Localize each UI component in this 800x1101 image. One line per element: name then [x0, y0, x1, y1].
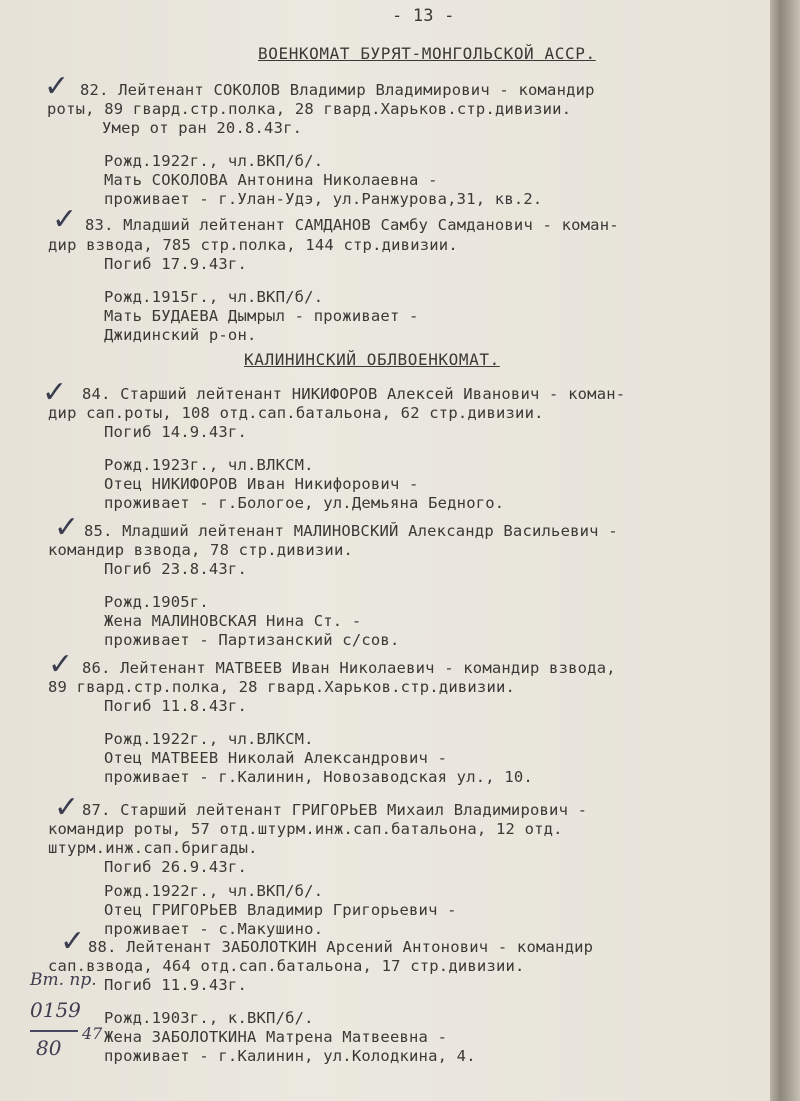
handwritten-note: Вт. пр.: [30, 970, 97, 990]
entry-line: Рожд.1922г., чл.ВКП/б/.: [104, 152, 324, 170]
check-mark: ✓: [42, 375, 68, 410]
handwritten-fraction-bar: [30, 1030, 78, 1032]
section-header: ВОЕНКОМАТ БУРЯТ-МОНГОЛЬСКОЙ АССР.: [258, 44, 596, 63]
entry-line: Погиб 23.8.43г.: [104, 560, 247, 578]
entry-line: Погиб 11.8.43г.: [104, 697, 247, 715]
entry-line: Джидинский р-он.: [104, 326, 257, 344]
entry-line: 83. Младший лейтенант САМДАНОВ Самбу Самданович - коман-: [85, 216, 619, 234]
entry-line: Мать БУДАЕВА Дымрыл - проживает -: [104, 307, 419, 325]
entry-line: дир сап.роты, 108 отд.сап.батальона, 62 стр.дивизии.: [48, 404, 544, 422]
check-mark: ✓: [54, 510, 80, 545]
entry-line: проживает - г.Калинин, Новозаводская ул., 10.: [104, 768, 533, 786]
entry-line: Погиб 14.9.43г.: [104, 423, 247, 441]
page-number: - 13 -: [392, 6, 455, 26]
entry-line: 87. Старший лейтенант ГРИГОРЬЕВ Михаил Владимирович -: [82, 801, 588, 819]
entry-line: командир роты, 57 отд.штурм.инж.сап.батальона, 12 отд.: [48, 820, 563, 838]
entry-line: проживает - г.Бологое, ул.Демьяна Бедного.: [104, 494, 505, 512]
entry-line: Жена ЗАБОЛОТКИНА Матрена Матвеевна -: [104, 1028, 448, 1046]
entry-line: Умер от ран 20.8.43г.: [102, 119, 303, 137]
entry-line: Погиб 11.9.43г.: [104, 976, 247, 994]
entry-line: Отец НИКИФОРОВ Иван Никифорович -: [104, 475, 419, 493]
entry-line: Жена МАЛИНОВСКАЯ Нина Ст. -: [104, 612, 362, 630]
entry-line: 89 гвард.стр.полка, 28 гвард.Харьков.стр.дивизии.: [48, 678, 516, 696]
entry-line: Рожд.1903г., к.ВКП/б/.: [104, 1009, 314, 1027]
entry-line: Рожд.1905г.: [104, 593, 209, 611]
section-header: КАЛИНИНСКИЙ ОБЛВОЕНКОМАТ.: [244, 350, 500, 369]
check-mark: ✓: [60, 924, 86, 959]
handwritten-number: 0159: [30, 998, 81, 1022]
entry-line: проживает - с.Макушино.: [104, 920, 324, 938]
entry-line: Рожд.1922г., чл.ВКП/б/.: [104, 882, 324, 900]
handwritten-number: 47: [82, 1024, 103, 1043]
handwritten-number: 80: [36, 1036, 62, 1060]
entry-line: Отец ГРИГОРЬЕВ Владимир Григорьевич -: [104, 901, 457, 919]
entry-line: командир взвода, 78 стр.дивизии.: [48, 541, 354, 559]
entry-line: Рожд.1915г., чл.ВКП/б/.: [104, 288, 324, 306]
entry-line: 88. Лейтенант ЗАБОЛОТКИН Арсений Антонович - командир: [88, 938, 594, 956]
entry-line: проживает - Партизанский с/сов.: [104, 631, 400, 649]
entry-line: Мать СОКОЛОВА Антонина Николаевна -: [104, 171, 438, 189]
check-mark: ✓: [44, 69, 70, 104]
entry-line: Отец МАТВЕЕВ Николай Александрович -: [104, 749, 448, 767]
check-mark: ✓: [52, 202, 78, 237]
entry-line: штурм.инж.сап.бригады.: [48, 839, 258, 857]
entry-line: 82. Лейтенант СОКОЛОВ Владимир Владимирович - командир: [80, 81, 595, 99]
entry-line: 86. Лейтенант МАТВЕЕВ Иван Николаевич - командир взвода,: [82, 659, 616, 677]
entry-line: Погиб 17.9.43г.: [104, 255, 247, 273]
page-edge: [770, 0, 800, 1101]
check-mark: ✓: [48, 647, 74, 682]
entry-line: 85. Младший лейтенант МАЛИНОВСКИЙ Александр Васильевич -: [84, 522, 618, 540]
entry-line: сап.взвода, 464 отд.сап.батальона, 17 стр.дивизии.: [48, 957, 525, 975]
entry-line: проживает - г.Улан-Удэ, ул.Ранжурова,31, кв.2.: [104, 190, 543, 208]
entry-line: роты, 89 гвард.стр.полка, 28 гвард.Харьков.стр.дивизии.: [47, 100, 572, 118]
entry-line: Погиб 26.9.43г.: [104, 858, 247, 876]
entry-line: дир взвода, 785 стр.полка, 144 стр.дивизии.: [48, 236, 458, 254]
entry-line: 84. Старший лейтенант НИКИФОРОВ Алексей Иванович - коман-: [82, 385, 626, 403]
entry-line: проживает - г.Калинин, ул.Колодкина, 4.: [104, 1047, 476, 1065]
entry-line: Рожд.1922г., чл.ВЛКСМ.: [104, 730, 314, 748]
entry-line: Рожд.1923г., чл.ВЛКСМ.: [104, 456, 314, 474]
check-mark: ✓: [54, 790, 80, 825]
